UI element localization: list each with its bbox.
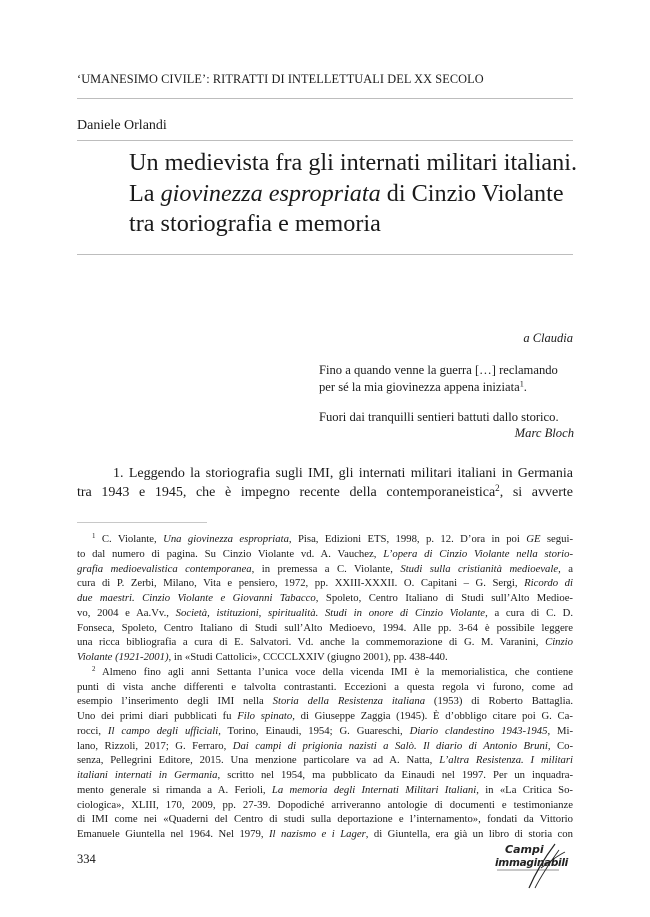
footnote-1: $^1$ C. Violante, Una giovinezza espropriata, Pisa, Edizioni ETS, 1998, p. 12. D’ora in poi GE segui- to dal numero di pagina. Su Cinzio Violante vd. A. Vauchez, L’opera di Cinzio Violante nella storio- grafia medioevalistica contemporanea, in premessa a C. Violante, Studi sulla cristianità medioevale, a cura di P. Zerbi, Milano, Vita e pensiero, 1972, pp. XXIII-XXXII. O. Capitani – G. Sergi, Ricordo di due maestri. Cinzio Violante e Giovanni Tabacco, Spoleto, Centro Italiano di Studi sull’Alto Medioe- vo, 2004 e Aa.Vv., Società, istituzioni, spiritualità. Studi in onore di Cinzio Violante, a cura di C. D. Fonseca, Spoleto, Centro Italiano di Studi sull’Alto Medioevo, 1994. Alle pp. 3-64 è possibile leggere una ricca bibliografia a cura di E. Salvatori. Vd. anche la commemorazione di G. M. Varanini, Cinzio Violante (1921-2001), in «Studi Cattolici», CCCCLXXIV (giugno 2001), pp. 438-440. [77, 532, 574, 663]
footnote-separator [77, 522, 207, 523]
footnotes [77, 532, 573, 842]
author-rule [77, 140, 573, 141]
title-line-3: tra storiografia e memoria [129, 210, 381, 237]
epigraph-2: Fuori dai tranquilli sentieri battuti dallo storico. Marc Bloch [319, 410, 574, 440]
footnote-ref-1: 1 [519, 379, 524, 389]
running-head: ‘UMANESIMO CIVILE’: RITRATTI DI INTELLETTUALI DEL XX SECOLO [77, 72, 484, 86]
title-line-2: La giovinezza espropriata di Cinzio Violante [129, 179, 564, 207]
epigraph-1: Fino a quando venne la guerra […] reclamando per sé la mia giovinezza appena iniziata$^1$. [319, 363, 558, 394]
epigraph-author: Marc Bloch [514, 426, 574, 440]
body-paragraph: 1. Leggendo la storiografia sugli IMI, gli internati militari italiani in Germania tra 1943 e 1945, che è impegno recente della contemporaneistica$^2$, si avverte [77, 466, 573, 500]
dedication: a Claudia [523, 331, 573, 345]
page-number: 334 [77, 852, 96, 866]
publisher-logo: Campi immaginabili [489, 840, 581, 892]
title-rule [77, 254, 573, 255]
header-rule [77, 98, 573, 99]
footnote-2: $^2$ Almeno fino agli anni Settanta l’unica voce della vicenda IMI è la memorialistica, che contiene punti di vista anche differenti e talvolta contrastanti. Eccezioni a questa regola vi furono, come ad esempio l’inserimento degli IMI nella Storia della Resistenza italiana (1953) di Roberto Battaglia. Uno dei primi diari pubblicati fu Filo spinato, di Giuseppe Zaggia (1945). È d’obbligo citare poi G. Ca- rocci, Il campo degli ufficiali, Torino, Einaudi, 1954; G. Guareschi, Diario clandestino 1943-1945, Mi- lano, Rizzoli, 2017; G. Ferraro, Dai campi di prigionia nazisti a Salò. Il diario di Antonio Bruni, Co- senza, Pellegrini Editore, 2015. Una menzione particolare va ad A. Natta, L’altra Resistenza. I militari italiani internati in Germania, scritto nel 1954, ma pubblicato da Einaudi nel 1997. Per un inquadra- mento generale si rimanda a A. Ferioli, La memoria degli Internati Militari Italiani, in «La Critica So- ciologica», XLIII, 170, 2009, pp. 27-39. Dopodiché arriveranno antologie di documenti e testimonianze di IMI come nei «Quaderni del Centro di studi sulla deportazione e l’internamento», fondati da Vittorio Emanuele Giuntella nel 1964. Nel 1979, Il nazismo e i Lager, di Giuntella, era già un libro di storia con [77, 664, 574, 840]
author-name: Daniele Orlandi [77, 118, 167, 133]
title-line-1: Un medievista fra gli internati militari italiani. [129, 149, 578, 176]
article-title [129, 148, 589, 240]
footnote-ref-2: 2 [495, 483, 500, 493]
